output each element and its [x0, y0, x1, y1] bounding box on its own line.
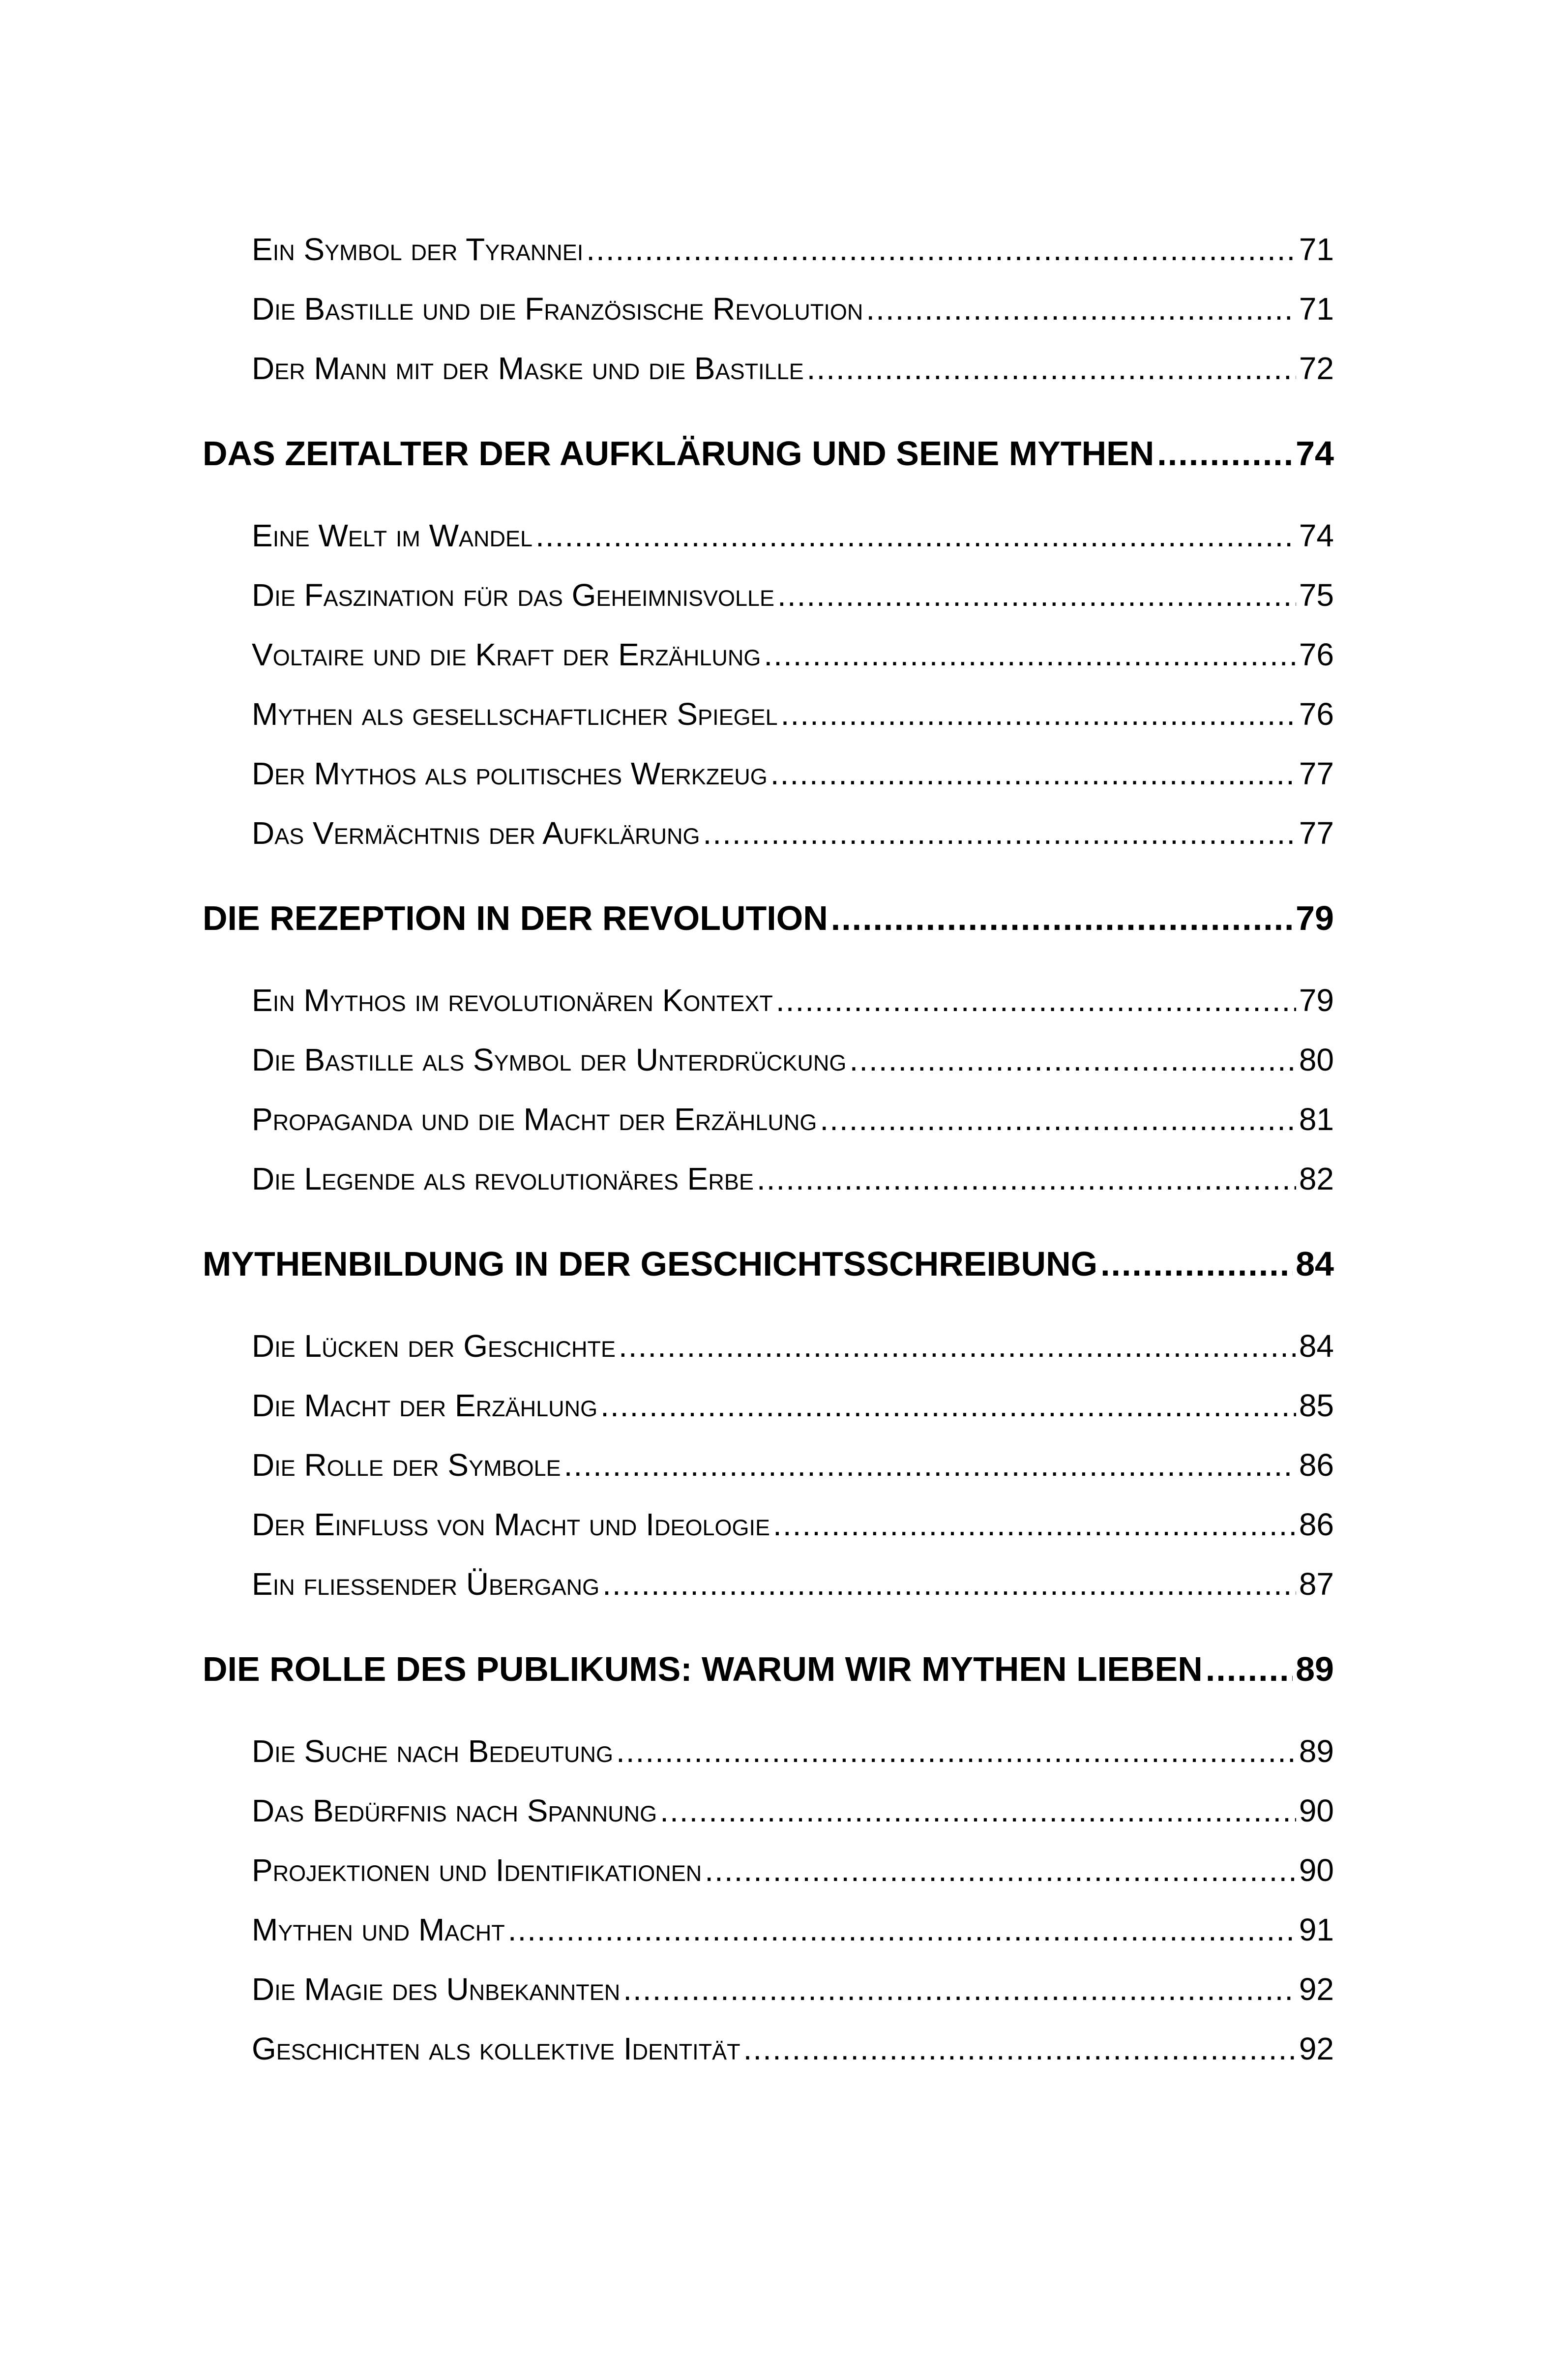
toc-section-entry	[252, 1328, 1334, 1372]
dot-leader	[820, 1101, 1296, 1137]
toc-entry-title: Voltaire und die Kraft der Erzählung	[252, 637, 761, 672]
toc-page-number: 90	[1299, 1793, 1334, 1828]
toc-section-entry	[252, 636, 1334, 681]
dot-leader	[757, 1161, 1296, 1197]
toc-section-entry	[252, 1852, 1334, 1896]
dot-leader	[866, 291, 1296, 327]
dot-leader	[508, 1911, 1296, 1948]
toc-page-number: 81	[1299, 1102, 1334, 1137]
dot-leader	[616, 1733, 1296, 1769]
toc-section-entry	[252, 231, 1334, 275]
toc-entry-title: DAS ZEITALTER DER AUFKLÄRUNG UND SEINE MYTHEN	[203, 434, 1154, 473]
dot-leader	[660, 1792, 1296, 1829]
dot-leader	[831, 898, 1293, 938]
dot-leader	[586, 231, 1296, 268]
toc-entry-title: Die Suche nach Bedeutung	[252, 1733, 613, 1769]
toc-section-entry	[252, 577, 1334, 621]
toc-entry-title: Mythen als gesellschaftlicher Spiegel	[252, 696, 778, 732]
toc-chapter-entry	[203, 898, 1334, 948]
toc-section-entry	[252, 1506, 1334, 1551]
toc-section-entry	[252, 1733, 1334, 1777]
toc-entry-title: Das Vermächtnis der Aufklärung	[252, 815, 700, 851]
dot-leader	[770, 755, 1296, 792]
toc-section-entry	[252, 1447, 1334, 1491]
toc-page-number: 92	[1299, 2031, 1334, 2066]
toc-section-entry	[252, 1792, 1334, 1837]
dot-leader	[535, 517, 1296, 554]
toc-entry-title: Geschichten als kollektive Identität	[252, 2031, 740, 2066]
toc-page-number: 86	[1299, 1447, 1334, 1483]
toc-entry-title: Die Faszination für das Geheimnisvolle	[252, 577, 775, 613]
toc-page-number: 89	[1296, 1650, 1334, 1688]
dot-leader	[776, 982, 1296, 1018]
toc-page-number: 86	[1299, 1507, 1334, 1542]
toc-page-number: 77	[1299, 815, 1334, 851]
toc-section-entry	[252, 517, 1334, 562]
toc-section-entry	[252, 1101, 1334, 1145]
toc-page-number: 91	[1299, 1912, 1334, 1947]
toc-entry-title: Der Einfluss von Macht und Ideologie	[252, 1507, 770, 1542]
toc-page-number: 89	[1299, 1733, 1334, 1769]
dot-leader	[623, 1971, 1296, 2007]
toc-page-number: 74	[1296, 434, 1334, 473]
toc-entry-title: Die Bastille als Symbol der Unterdrückung	[252, 1042, 847, 1077]
toc-section-entry	[252, 1387, 1334, 1432]
toc-page-number: 87	[1299, 1566, 1334, 1602]
toc-section-entry	[252, 2030, 1334, 2075]
toc-section-entry	[252, 291, 1334, 335]
toc-page-number: 82	[1299, 1161, 1334, 1196]
toc-page-number: 71	[1299, 232, 1334, 267]
toc-section-entry	[252, 1566, 1334, 1610]
dot-leader	[849, 1042, 1296, 1078]
dot-leader	[619, 1328, 1296, 1364]
toc-section-entry	[252, 815, 1334, 859]
toc-entry-title: Die Macht der Erzählung	[252, 1388, 598, 1423]
toc-page-number: 76	[1299, 637, 1334, 672]
toc-chapter-entry	[203, 1649, 1334, 1699]
toc-page-number: 85	[1299, 1388, 1334, 1423]
dot-leader	[1206, 1649, 1293, 1689]
dot-leader	[1157, 434, 1293, 473]
toc-entry-title: DIE ROLLE DES PUBLIKUMS: WARUM WIR MYTHEN LIEBEN	[203, 1650, 1203, 1688]
toc-page-number: 80	[1299, 1042, 1334, 1077]
toc-entry-title: Das Bedürfnis nach Spannung	[252, 1793, 657, 1828]
toc-page-number: 72	[1299, 351, 1334, 386]
toc-section-entry	[252, 1161, 1334, 1205]
toc-page-number: 84	[1299, 1328, 1334, 1364]
toc-page-number: 84	[1296, 1245, 1334, 1283]
toc-entry-title: Die Magie des Unbekannten	[252, 1971, 621, 2007]
toc-entry-title: DIE REZEPTION IN DER REVOLUTION	[203, 899, 828, 937]
dot-leader	[743, 2030, 1296, 2067]
toc-section-entry	[252, 1042, 1334, 1086]
dot-leader	[564, 1447, 1296, 1483]
toc-entry-title: Die Rolle der Symbole	[252, 1447, 561, 1483]
toc-section-entry	[252, 696, 1334, 740]
toc-entry-title: Die Lücken der Geschichte	[252, 1328, 616, 1364]
dot-leader	[1100, 1244, 1293, 1283]
toc-entry-title: Mythen und Macht	[252, 1912, 505, 1947]
toc-page-number: 74	[1299, 518, 1334, 553]
toc-page-number: 77	[1299, 756, 1334, 791]
toc-entry-title: Ein fließender Übergang	[252, 1566, 600, 1602]
dot-leader	[764, 636, 1296, 673]
toc-page-number: 79	[1299, 983, 1334, 1018]
toc-page-number: 92	[1299, 1971, 1334, 2007]
dot-leader	[602, 1566, 1296, 1602]
toc-entry-title: Der Mann mit der Maske und die Bastille	[252, 351, 804, 386]
dot-leader	[781, 696, 1296, 732]
dot-leader	[777, 577, 1296, 613]
toc-section-entry	[252, 755, 1334, 800]
dot-leader	[600, 1387, 1296, 1424]
toc-entry-title: Der Mythos als politisches Werkzeug	[252, 756, 768, 791]
toc-chapter-entry	[203, 1244, 1334, 1293]
toc-page-number: 71	[1299, 291, 1334, 327]
toc-page-number: 76	[1299, 696, 1334, 732]
toc-section-entry	[252, 982, 1334, 1026]
toc-entry-title: Ein Mythos im revolutionären Kontext	[252, 983, 773, 1018]
toc-entry-title: Eine Welt im Wandel	[252, 518, 533, 553]
toc-entry-title: Ein Symbol der Tyrannei	[252, 232, 584, 267]
toc-entry-title: Die Bastille und die Französische Revolution	[252, 291, 863, 327]
toc-entry-title: Die Legende als revolutionäres Erbe	[252, 1161, 754, 1196]
toc-section-entry	[252, 1971, 1334, 2015]
toc-section-entry	[252, 350, 1334, 394]
toc-entry-title: MYTHENBILDUNG IN DER GESCHICHTSSCHREIBUNG	[203, 1245, 1098, 1283]
dot-leader	[773, 1506, 1296, 1543]
toc-chapter-entry	[203, 434, 1334, 483]
dot-leader	[705, 1852, 1296, 1888]
toc-page-number: 75	[1299, 577, 1334, 613]
toc-entry-title: Projektionen und Identifikationen	[252, 1852, 702, 1888]
toc-page-number: 90	[1299, 1852, 1334, 1888]
dot-leader	[703, 815, 1296, 851]
toc-section-entry	[252, 1911, 1334, 1956]
dot-leader	[807, 350, 1296, 387]
toc-page-number: 79	[1296, 899, 1334, 937]
toc-entry-title: Propaganda und die Macht der Erzählung	[252, 1102, 817, 1137]
